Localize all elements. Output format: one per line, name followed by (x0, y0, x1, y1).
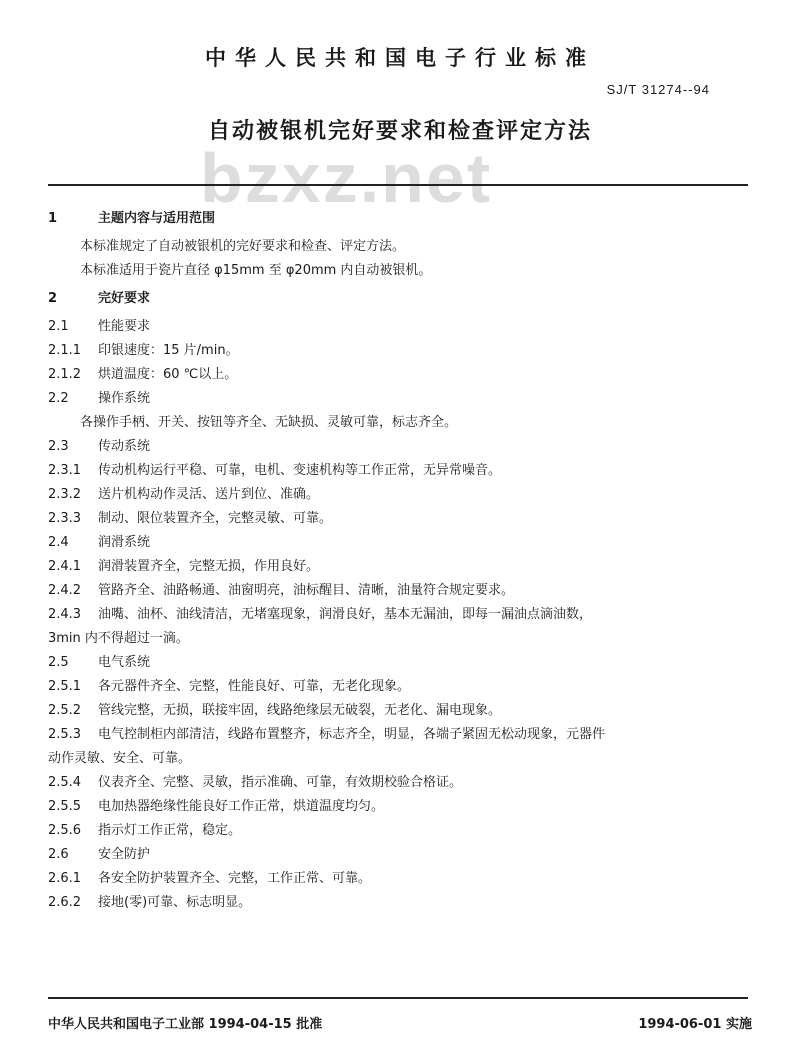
clause-text: 指示灯工作正常，稳定。 (98, 823, 242, 838)
clause-number: 2.1 (48, 319, 69, 334)
section-heading (48, 287, 758, 311)
clause-item (48, 363, 758, 387)
clause-text: 安全防护 (98, 847, 151, 862)
clause-text: 各安全防护装置齐全、完整，工作正常、可靠。 (98, 871, 372, 886)
clause-item (48, 651, 758, 675)
clause-item (48, 891, 758, 915)
paragraph-continuation: 3min 内不得超过一滴。 (48, 631, 189, 646)
clause-item (48, 771, 758, 795)
approval-note: 中华人民共和国电子工业部 1994-04-15 批准 (48, 1017, 323, 1032)
clause-item (48, 819, 758, 843)
paragraph: 本标准规定了自动被银机的完好要求和检查、评定方法。 (80, 239, 406, 254)
clause-text: 润滑系统 (98, 535, 151, 550)
clause-number: 2.6.2 (48, 895, 82, 910)
clause-text: 印银速度：15 片/min。 (98, 343, 239, 358)
clause-number: 2.5.1 (48, 679, 82, 694)
clause-text: 传动机构运行平稳、可靠，电机、变速机构等工作正常，无异常噪音。 (98, 463, 502, 478)
clause-number: 2.5 (48, 655, 69, 670)
clause-text: 操作系统 (98, 391, 151, 406)
clause-number: 2.5.5 (48, 799, 82, 814)
clause-text: 油嘴、油杯、油线清洁，无堵塞现象，润滑良好，基本无漏油，即每一漏油点滴油数， (98, 607, 593, 622)
clause-number: 2.3.2 (48, 487, 82, 502)
standard-code: SJ/T 31274--94 (606, 82, 710, 97)
standard-category: 中华人民共和国电子行业标准 (205, 46, 595, 70)
clause-item (48, 579, 758, 603)
clause-number: 2.5.2 (48, 703, 82, 718)
top-rule (48, 184, 748, 186)
clause-item (48, 795, 758, 819)
clause-item (48, 387, 758, 411)
clause-item (48, 315, 758, 339)
clause-item (48, 723, 758, 747)
clause-item (48, 459, 758, 483)
clause-item (48, 483, 758, 507)
section-title: 主题内容与适用范围 (98, 211, 216, 226)
clause-text: 电气控制柜内部清洁，线路布置整齐，标志齐全，明显，各端子紧固无松动现象，元器件 (98, 727, 606, 742)
clause-number: 2.5.4 (48, 775, 82, 790)
paragraph-continuation: 动作灵敏、安全、可靠。 (48, 751, 192, 766)
effective-date: 1994-06-01 实施 (638, 1017, 752, 1032)
clause-item (48, 339, 758, 363)
section-number: 1 (48, 211, 58, 226)
clause-text: 烘道温度：60 ℃以上。 (98, 367, 238, 382)
clause-number: 2.3.1 (48, 463, 82, 478)
clause-number: 2.3 (48, 439, 69, 454)
clause-number: 2.5.3 (48, 727, 82, 742)
clause-number: 2.4.2 (48, 583, 82, 598)
clause-number: 2.3.3 (48, 511, 82, 526)
clause-item (48, 843, 758, 867)
watermark: bzxz.net (200, 139, 493, 217)
clause-text: 仪表齐全、完整、灵敏，指示准确、可靠，有效期校验合格证。 (98, 775, 463, 790)
clause-text: 性能要求 (98, 319, 151, 334)
clause-number: 2.4.1 (48, 559, 82, 574)
clause-item (48, 507, 758, 531)
clause-item (48, 555, 758, 579)
clause-number: 2.6.1 (48, 871, 82, 886)
clause-text: 传动系统 (98, 439, 151, 454)
clause-number: 2.4.3 (48, 607, 82, 622)
clause-item (48, 603, 758, 627)
clause-number: 2.1.2 (48, 367, 82, 382)
clause-text: 接地(零)可靠、标志明显。 (98, 895, 252, 910)
clause-text: 管线完整，无损，联接牢固，线路绝缘层无破裂，无老化、漏电现象。 (98, 703, 502, 718)
clause-text: 润滑装置齐全，完整无损，作用良好。 (98, 559, 320, 574)
clause-text: 各元器件齐全、完整，性能良好、可靠，无老化现象。 (98, 679, 411, 694)
clause-item (48, 435, 758, 459)
clause-text: 电加热器绝缘性能良好工作正常，烘道温度均匀。 (98, 799, 385, 814)
clause-text: 电气系统 (98, 655, 151, 670)
section-title: 完好要求 (98, 291, 151, 306)
section-heading (48, 207, 758, 231)
clause-item (48, 531, 758, 555)
clause-number: 2.6 (48, 847, 69, 862)
clause-item (48, 699, 758, 723)
clause-item (48, 675, 758, 699)
document-title: 自动被银机完好要求和检查评定方法 (207, 119, 592, 144)
clause-text: 制动、限位装置齐全，完整灵敏、可靠。 (98, 511, 333, 526)
clause-text: 送片机构动作灵活、送片到位、准确。 (98, 487, 320, 502)
clause-text: 管路齐全、油路畅通、油窗明亮，油标醒目、清晰，油量符合规定要求。 (98, 583, 515, 598)
clause-number: 2.4 (48, 535, 69, 550)
bottom-rule (48, 997, 748, 999)
document-body (48, 203, 758, 915)
section-number: 2 (48, 291, 58, 306)
clause-number: 2.5.6 (48, 823, 82, 838)
paragraph: 本标准适用于瓷片直径 φ15mm 至 φ20mm 内自动被银机。 (80, 263, 432, 278)
clause-number: 2.2 (48, 391, 69, 406)
paragraph: 各操作手柄、开关、按钮等齐全、无缺损、灵敏可靠，标志齐全。 (80, 415, 458, 430)
clause-item (48, 867, 758, 891)
clause-number: 2.1.1 (48, 343, 82, 358)
